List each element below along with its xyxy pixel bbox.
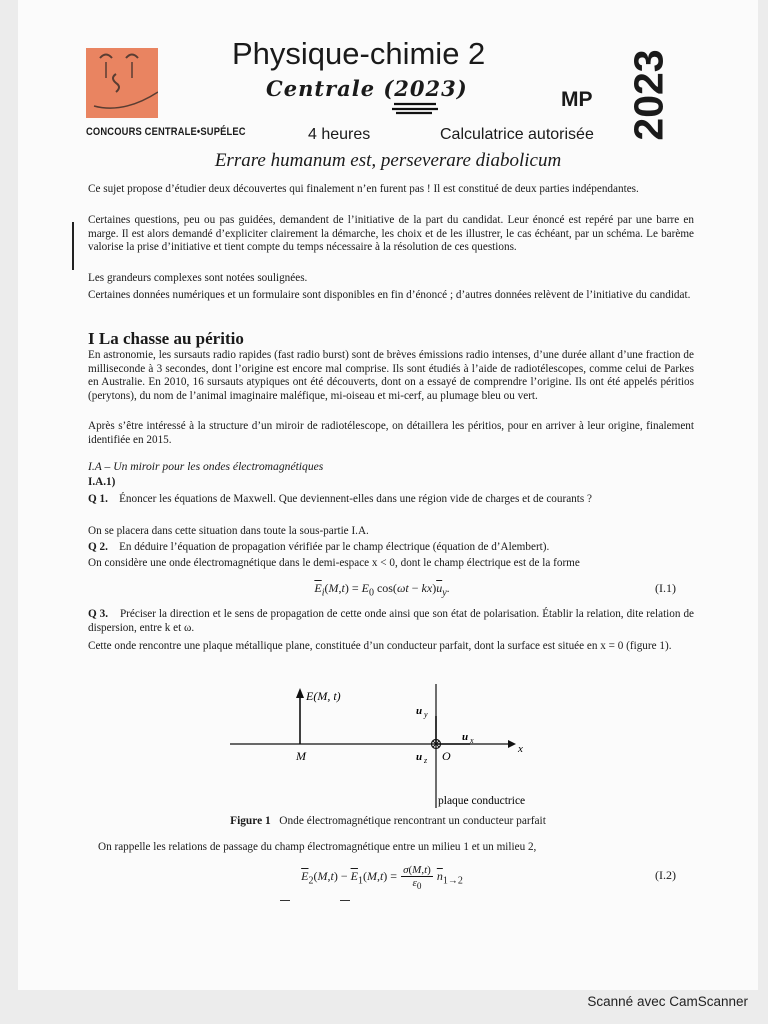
equation-I2: [88, 864, 676, 894]
equation-formula: $\overline{E}_2(M,t) - \overline{E}_1(M,t)$ = $\frac{\sigma(M,t)}{\varepsilon_0}$ $\overline{n}_{1\to 2}$: [301, 864, 463, 892]
equation-formula: $\overline{E}_i(M,t) = E_0$ $\cos(\omega t - kx)\overline{u}_y$.: [314, 581, 450, 599]
note: On rappelle les relations de passage du champ électromagnétique entre un milieu 1 et un milieu 2,: [98, 841, 537, 853]
handwritten-annotation: Centrale (2023): [266, 76, 468, 101]
part-paragraph: Après s’être intéressé à la structure d’un miroir de radiotélescope, on détaillera les péritios, pour en arriver à leur origine, finalement identifiée en 2015.: [88, 420, 694, 446]
ux-label: u: [462, 731, 469, 743]
figure-label: Figure 1: [230, 815, 271, 827]
margin-bar: [72, 222, 74, 270]
centrale-supelec-logo: [86, 48, 158, 118]
origin-label: O: [442, 749, 451, 763]
exam-title: Physique-chimie 2: [232, 36, 486, 71]
question-label: Q 2.: [88, 541, 108, 553]
underline-mark: [340, 900, 350, 901]
question-text: Préciser la direction et le sens de propagation de cette onde ainsi que son état de polarisation. Établir la relation, dite relation de dispersion, entre k et ω.: [88, 608, 695, 634]
question-label: Q 1.: [88, 493, 108, 505]
x-axis-arrow: [508, 740, 516, 748]
figure-caption: [18, 815, 758, 827]
intro-paragraph: Certaines questions, peu ou pas guidées, demandent de l’initiative de la part du candidat. Leur énoncé est repéré par une barre en marge. Il est alors demandé d’expliciter clairement la démarche, les choix et de les illustrer, le cas échéant, par un schéma. Le barème valorise la prise d’initiative et tient compte du temps nécessaire à la résolution de ces questions.: [88, 214, 694, 254]
motto: Errare humanum est, perseverare diabolicum: [214, 150, 562, 171]
intro-paragraph: Les grandeurs complexes sont notées soulignées.: [88, 272, 308, 284]
equation-I1: [88, 581, 676, 597]
question-1: [88, 493, 694, 507]
part-heading: I La chasse au péritio: [88, 329, 244, 348]
exam-page: [18, 0, 758, 990]
question-2: [88, 541, 694, 555]
x-axis-label: x: [518, 743, 523, 755]
question-3: [88, 608, 694, 635]
part-paragraph: En astronomie, les sursauts radio rapides (fast radio burst) sont de brèves émissions radio intenses, d’une durée allant d’une fraction de milliseconde à 3 secondes, dont l’origine est encore mal comprise. Ils sont étudiés à l’aide de radiotélescopes, comme celui de Parkes en Australie. En 2010, 16 sursauts atypiques ont été découverts, dont on a essayé de comprendre l’origine. Ils ont été appelés péritios (perytons), du nom de l’animal imaginaire maléfique, mi-oiseau et mi-cerf, au plumage bleu ou vert.: [88, 349, 694, 402]
point-M-label: M: [296, 749, 306, 763]
uz-label: u: [416, 751, 423, 763]
svg-text:z: z: [424, 756, 428, 765]
field-vector-head: [296, 688, 304, 698]
field-label: E(M, t): [306, 689, 341, 703]
figure-1: [218, 680, 538, 810]
note: On considère une onde électromagnétique dans le demi-espace x < 0, dont le champ électrique est de la forme: [88, 557, 580, 569]
underline-mark: [280, 900, 290, 901]
intro-paragraph: Certaines données numériques et un formulaire sont disponibles en fin d’énoncé ; d’autres données relèvent de l’initiative du candidat.: [88, 289, 691, 301]
question-label: Q 3.: [88, 608, 109, 620]
question-text: En déduire l’équation de propagation vérifiée par le champ électrique (équation de d’Alembert).: [119, 541, 550, 553]
subsection-label: I.A.1): [88, 476, 116, 488]
duration: 4 heures: [308, 126, 371, 143]
section-title: I.A – Un miroir pour les ondes électromagnétiques: [88, 460, 324, 473]
year-vertical: 2023: [625, 49, 672, 141]
logo-caption: CONCOURS CENTRALE•SUPÉLEC: [86, 126, 246, 138]
intro-paragraph: Ce sujet propose d’étudier deux découvertes qui finalement n’en furent pas ! Il est constitué de deux parties indépendantes.: [88, 183, 639, 195]
handwritten-underline: [390, 100, 450, 116]
question-text: Énoncer les équations de Maxwell. Que deviennent-elles dans une région vide de charges et de courants ?: [119, 493, 592, 505]
plate-label: plaque conductrice: [438, 795, 526, 807]
camscanner-footer: Scanné avec CamScanner: [587, 994, 748, 1009]
note: Cette onde rencontre une plaque métallique plane, constituée d’un conducteur parfait, dont la surface est située en x = 0 (figure 1).: [88, 640, 672, 652]
calculator-note: Calculatrice autorisée: [440, 126, 594, 143]
figure-caption-text: Onde électromagnétique rencontrant un conducteur parfait: [279, 815, 546, 827]
equation-number: (I.2): [655, 868, 676, 882]
track-label: MP: [561, 88, 593, 111]
note: On se placera dans cette situation dans toute la sous-partie I.A.: [88, 525, 369, 537]
uy-label: u: [416, 705, 423, 717]
svg-text:y: y: [424, 710, 428, 719]
svg-text:x: x: [470, 736, 474, 745]
equation-number: (I.1): [655, 581, 676, 595]
